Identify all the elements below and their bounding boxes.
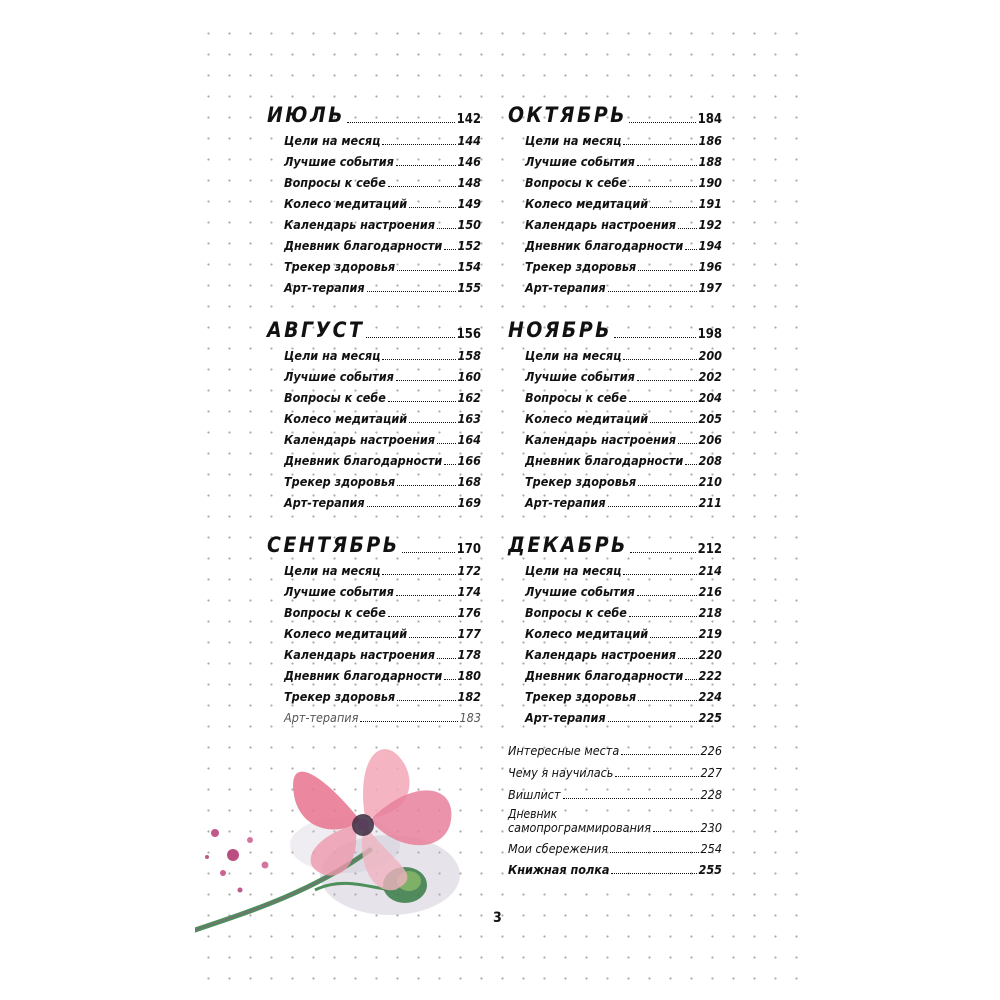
toc-item[interactable]: Дневник благодарности 180 [284,668,481,683]
toc-item[interactable]: Трекер здоровья 154 [284,259,481,274]
toc-item[interactable]: Арт-терапия 211 [525,495,722,510]
toc-item[interactable]: Колесо медитаций 149 [284,196,481,211]
toc-item[interactable]: Вопросы к себе 190 [525,175,722,190]
toc-item[interactable]: Дневник благодарности 194 [525,238,722,253]
toc-month-october[interactable]: ОКТЯБРЬ 184 [508,103,722,127]
toc-item[interactable]: Вопросы к себе 204 [525,390,722,405]
toc-item[interactable]: Вопросы к себе 176 [284,605,481,620]
toc-item[interactable]: Дневник благодарности 222 [525,668,722,683]
toc-item[interactable]: Трекер здоровья 210 [525,474,722,489]
toc-month-november[interactable]: НОЯБРЬ 198 [508,318,722,342]
toc-extra-what-i-learned[interactable]: Чему я научилась 227 [508,765,722,780]
toc-item[interactable]: Арт-терапия 169 [284,495,481,510]
toc-item[interactable]: Цели на месяц 172 [284,563,481,578]
toc-item[interactable]: Вопросы к себе 148 [284,175,481,190]
toc-month-september[interactable]: СЕНТЯБРЬ 170 [267,533,481,557]
toc-item[interactable]: Трекер здоровья 182 [284,689,481,704]
toc-item[interactable]: Календарь настроения 220 [525,647,722,662]
toc-item[interactable]: Вопросы к себе 218 [525,605,722,620]
toc-item[interactable]: Цели на месяц 144 [284,133,481,148]
toc-item[interactable]: Цели на месяц 214 [525,563,722,578]
toc-item[interactable]: Колесо медитаций 177 [284,626,481,641]
toc-item[interactable]: Колесо медитаций 191 [525,196,722,211]
toc-month-august[interactable]: АВГУСТ 156 [267,318,481,342]
toc-item[interactable]: Арт-терапия 155 [284,280,481,295]
toc-item[interactable]: Трекер здоровья 224 [525,689,722,704]
toc-item[interactable]: Вопросы к себе 162 [284,390,481,405]
page-number: 3 [493,910,502,926]
toc-item[interactable]: Календарь настроения 206 [525,432,722,447]
toc-extra-label-line1: Дневник [508,807,558,821]
toc-item[interactable]: Цели на месяц 158 [284,348,481,363]
toc-item[interactable]: Лучшие события 160 [284,369,481,384]
toc-item[interactable]: Дневник благодарности 166 [284,453,481,468]
toc-item[interactable]: Арт-терапия 225 [525,710,722,725]
toc-item[interactable]: Дневник благодарности 152 [284,238,481,253]
toc-item[interactable]: Колесо медитаций 205 [525,411,722,426]
toc-item[interactable]: Цели на месяц 200 [525,348,722,363]
toc-extra-interesting-places[interactable]: Интересные места 226 [508,743,722,758]
toc-right-column [508,0,722,1000]
toc-extra-self-programming[interactable]: Дневник самопрограммирования 230 [508,807,722,835]
toc-item[interactable]: Календарь настроения 150 [284,217,481,232]
toc-item[interactable]: Арт-терапия 197 [525,280,722,295]
toc-item[interactable]: Лучшие события 146 [284,154,481,169]
toc-item[interactable]: Арт-терапия 183 [284,710,481,725]
toc-extra-wishlist[interactable]: Вишлист 228 [508,787,722,802]
toc-item[interactable]: Цели на месяц 186 [525,133,722,148]
toc-item[interactable]: Календарь настроения 192 [525,217,722,232]
toc-item[interactable]: Календарь настроения 178 [284,647,481,662]
toc-item[interactable]: Дневник благодарности 208 [525,453,722,468]
toc-extra-bookshelf[interactable]: Книжная полка 255 [508,862,722,877]
toc-item[interactable]: Лучшие события 174 [284,584,481,599]
toc-item[interactable]: Трекер здоровья 168 [284,474,481,489]
toc-item[interactable]: Колесо медитаций 163 [284,411,481,426]
watercolor-flower-illustration [195,725,495,940]
toc-extra-savings[interactable]: Мои сбережения 254 [508,841,722,856]
toc-item[interactable]: Колесо медитаций 219 [525,626,722,641]
toc-month-july[interactable]: ИЮЛЬ 142 [267,103,481,127]
toc-item[interactable]: Лучшие события 202 [525,369,722,384]
toc-item[interactable]: Лучшие события 188 [525,154,722,169]
toc-month-december[interactable]: ДЕКАБРЬ 212 [508,533,722,557]
toc-item[interactable]: Календарь настроения 164 [284,432,481,447]
toc-item[interactable]: Лучшие события 216 [525,584,722,599]
toc-item[interactable]: Трекер здоровья 196 [525,259,722,274]
